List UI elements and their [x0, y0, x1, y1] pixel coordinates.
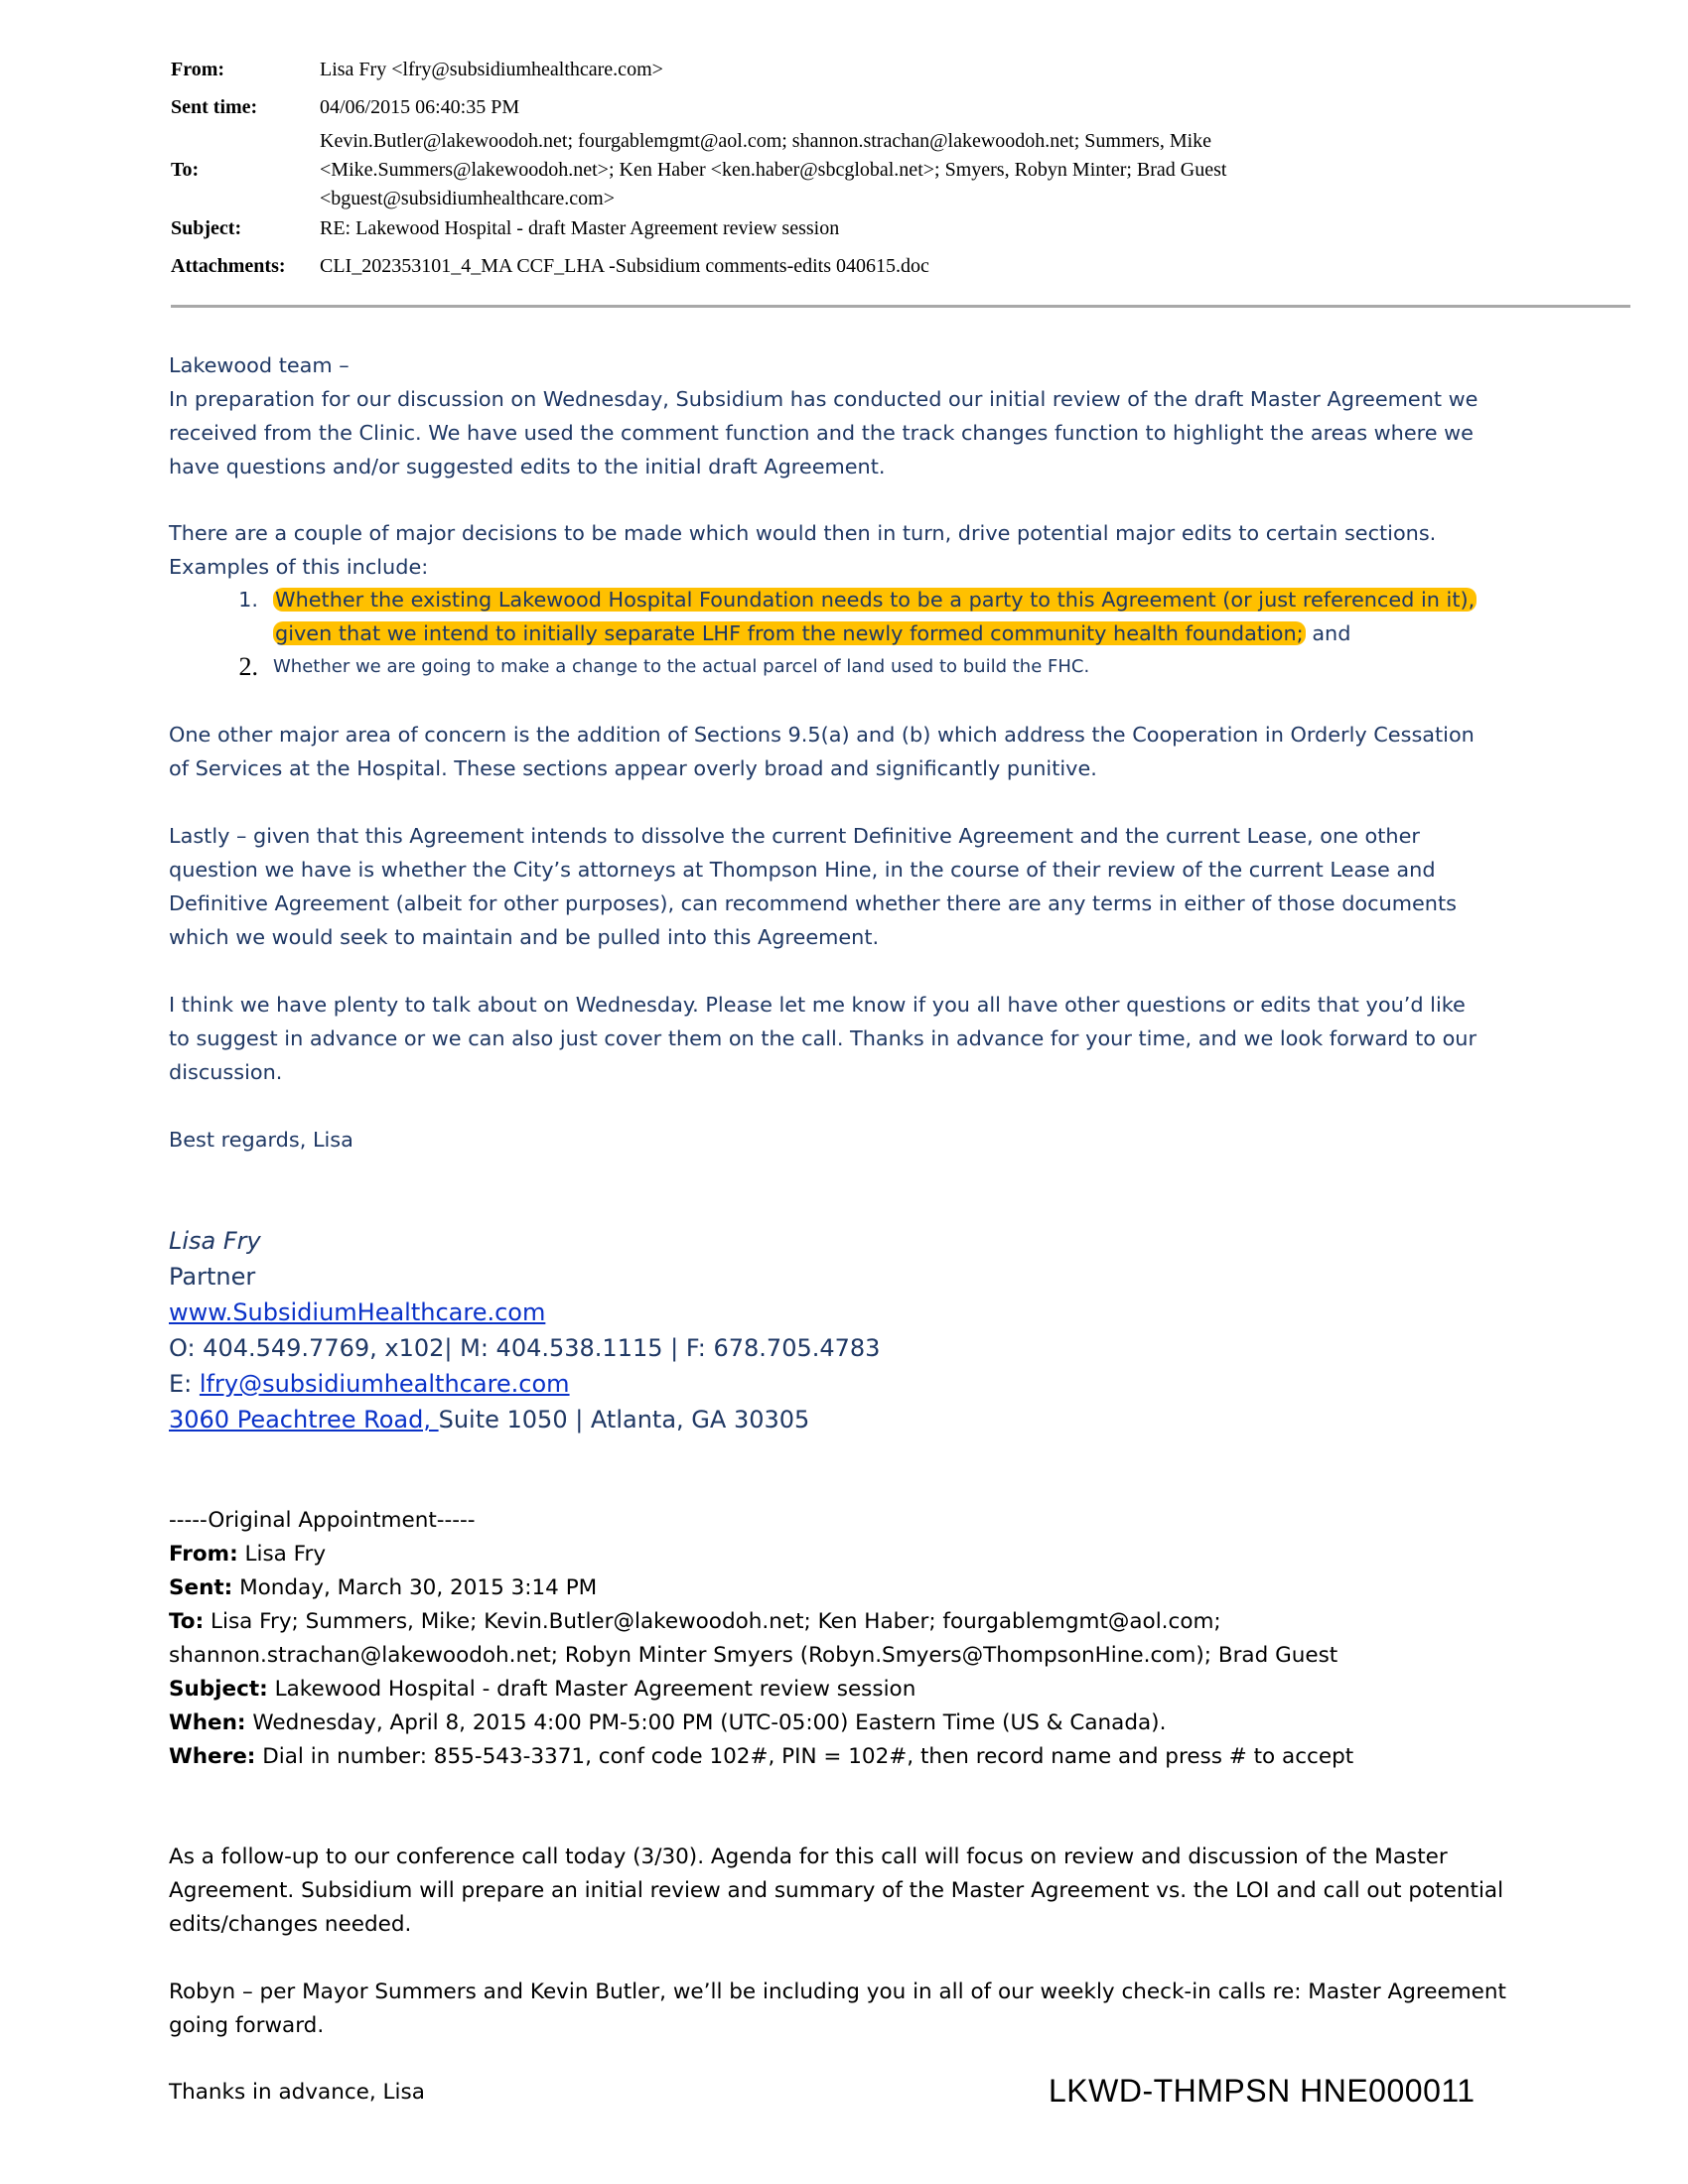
- original-from-row: [169, 1538, 1628, 1571]
- original-body-paragraph-1: [169, 1841, 1628, 1942]
- closing-paragraph: [169, 988, 1628, 1089]
- closing-line-2: to suggest in advance or we can also just cover them on the call. Thanks in advance for your time, and we look forward to our: [169, 1026, 1477, 1050]
- original-closing: Thanks in advance, Lisa: [169, 2080, 425, 2105]
- original-subject-value: Lakewood Hospital - draft Master Agreement review session: [267, 1677, 916, 1702]
- to-label: To:: [171, 159, 200, 181]
- lastly-line-1: Lastly – given that this Agreement intends to dissolve the current Definitive Agreement and the current Lease, one other: [169, 824, 1420, 848]
- from-label: From:: [171, 59, 225, 80]
- to-value: [320, 127, 1630, 214]
- list-item-tail: and: [1305, 621, 1351, 645]
- lastly-line-4: which we would seek to maintain and be pulled into this Agreement.: [169, 925, 880, 949]
- header-attachments-row: [171, 252, 1630, 286]
- intro-line-2: received from the Clinic. We have used the comment function and the track changes function to highlight the areas where we: [169, 421, 1474, 445]
- concern-line-1: One other major area of concern is the addition of Sections 9.5(a) and (b) which address the Cooperation in Orderly Cessation: [169, 723, 1475, 747]
- original-sent-label: Sent:: [169, 1575, 233, 1600]
- original-body-line: going forward.: [169, 2013, 325, 2038]
- original-subject-label: Subject:: [169, 1677, 268, 1702]
- email-signature: [169, 1223, 1062, 1437]
- email-header: [171, 56, 1630, 286]
- subject-label: Subject:: [171, 217, 242, 239]
- header-subject-row: [171, 214, 1630, 252]
- original-to-label: To:: [169, 1609, 205, 1634]
- original-to-value-1: Lisa Fry; Summers, Mike; Kevin.Butler@lakewoodoh.net; Ken Haber; fourgablemgmt@aol.com;: [204, 1609, 1221, 1634]
- original-from-label: From:: [169, 1542, 238, 1567]
- website-link[interactable]: www.SubsidiumHealthcare.com: [169, 1298, 546, 1326]
- lastly-line-2: question we have is whether the City’s attorneys at Thompson Hine, in the course of their review of the current Lease and: [169, 858, 1436, 882]
- attachment-filename: CLI_202353101_4_MA CCF_LHA -Subsidium comments-edits 040615.doc: [320, 255, 929, 277]
- attachments-label: Attachments:: [171, 255, 286, 277]
- sent-value: 04/06/2015 06:40:35 PM: [320, 96, 520, 118]
- closing-line-3: discussion.: [169, 1060, 283, 1084]
- header-sent-row: [171, 93, 1630, 127]
- signature-name: Lisa Fry: [169, 1227, 261, 1255]
- original-appointment-header: [169, 1504, 1628, 1774]
- header-to-row: [171, 127, 1630, 214]
- original-heading: -----Original Appointment-----: [169, 1508, 476, 1533]
- signature-address: [169, 1402, 1062, 1437]
- original-where-label: Where:: [169, 1744, 256, 1769]
- to-line-2: <Mike.Summers@lakewoodoh.net>; Ken Haber <ken.haber@sbcglobal.net>; Smyers, Robyn Minter; Brad Guest: [320, 159, 1227, 181]
- original-where-row: [169, 1740, 1628, 1774]
- original-sent-row: [169, 1571, 1628, 1605]
- signature-email-line: [169, 1366, 1062, 1402]
- intro-line-3: have questions and/or suggested edits to the initial draft Agreement.: [169, 455, 886, 478]
- header-from-row: [171, 56, 1630, 93]
- lastly-line-3: Definitive Agreement (albeit for other purposes), can recommend whether there are any terms in either of those documents: [169, 891, 1457, 915]
- intro-line-1: In preparation for our discussion on Wednesday, Subsidium has conducted our initial review of the draft Master Agreement we: [169, 387, 1478, 411]
- list-item-text: Whether we are going to make a change to the actual parcel of land used to build the FHC.: [273, 656, 1090, 677]
- decisions-list: [169, 583, 1628, 684]
- lastly-paragraph: [169, 819, 1628, 954]
- email-link[interactable]: lfry@subsidiumhealthcare.com: [199, 1370, 570, 1398]
- header-divider: [171, 305, 1630, 308]
- original-subject-row: [169, 1673, 1628, 1706]
- email-prefix: E:: [169, 1370, 200, 1398]
- original-body-paragraph-2: [169, 1976, 1628, 2043]
- original-from-value: Lisa Fry: [237, 1542, 327, 1567]
- address-link[interactable]: 3060 Peachtree Road,: [169, 1406, 439, 1433]
- address-rest: Suite 1050 | Atlanta, GA 30305: [438, 1406, 810, 1433]
- list-item-text: [273, 583, 1628, 650]
- original-when-row: [169, 1706, 1628, 1740]
- signature-title: Partner: [169, 1263, 256, 1291]
- decisions-paragraph: [169, 516, 1628, 584]
- list-number: 2.: [238, 652, 258, 681]
- sign-off: Best regards, Lisa: [169, 1128, 353, 1152]
- list-number: 1.: [238, 588, 258, 612]
- closing-line-1: I think we have plenty to talk about on Wednesday. Please let me know if you all have other questions or edits that you’d like: [169, 993, 1466, 1017]
- original-body-line: Robyn – per Mayor Summers and Kevin Butler, we’ll be including you in all of our weekly check-in calls re: Master Agreement: [169, 1979, 1506, 2004]
- from-value: Lisa Fry <lfry@subsidiumhealthcare.com>: [320, 59, 663, 80]
- original-when-value: Wednesday, April 8, 2015 4:00 PM-5:00 PM (UTC-05:00) Eastern Time (US & Canada).: [245, 1710, 1167, 1735]
- decisions-line-1: There are a couple of major decisions to be made which would then in turn, drive potential major edits to certain sections.: [169, 521, 1437, 545]
- original-sent-value: Monday, March 30, 2015 3:14 PM: [232, 1575, 598, 1600]
- signature-phones: O: 404.549.7769, x102| M: 404.538.1115 | F: 678.705.4783: [169, 1334, 881, 1362]
- original-body-line: edits/changes needed.: [169, 1912, 412, 1937]
- bates-number: LKWD-THMPSN HNE000011: [1049, 2073, 1476, 2109]
- list-item: [169, 650, 1628, 684]
- highlighted-text: given that we intend to initially separate LHF from the newly formed community health foundation;: [275, 621, 1304, 645]
- decisions-line-2: Examples of this include:: [169, 555, 429, 579]
- to-line-1: Kevin.Butler@lakewoodoh.net; fourgablemgmt@aol.com; shannon.strachan@lakewoodoh.net; Summers, Mike: [320, 130, 1212, 152]
- original-to-row: [169, 1605, 1628, 1639]
- greeting: Lakewood team –: [169, 353, 350, 377]
- to-line-3: <bguest@subsidiumhealthcare.com>: [320, 188, 616, 209]
- sent-label: Sent time:: [171, 96, 258, 118]
- original-where-value: Dial in number: 855-543-3371, conf code 102#, PIN = 102#, then record name and press # to accept: [255, 1744, 1354, 1769]
- concern-line-2: of Services at the Hospital. These sections appear overly broad and significantly punitive.: [169, 756, 1097, 780]
- original-to-row-continued: shannon.strachan@lakewoodoh.net; Robyn Minter Smyers (Robyn.Smyers@ThompsonHine.com); Brad Guest: [169, 1643, 1338, 1668]
- list-item: [169, 583, 1628, 650]
- subject-value: RE: Lakewood Hospital - draft Master Agreement review session: [320, 217, 840, 239]
- original-body-line: As a follow-up to our conference call today (3/30). Agenda for this call will focus on review and discussion of the Master: [169, 1844, 1448, 1869]
- concern-paragraph: [169, 718, 1628, 785]
- message-greeting-and-intro: [169, 348, 1628, 483]
- original-when-label: When:: [169, 1710, 246, 1735]
- highlighted-text: Whether the existing Lakewood Hospital Foundation needs to be a party to this Agreement (or just referenced in it),: [275, 588, 1476, 612]
- original-body-line: Agreement. Subsidium will prepare an initial review and summary of the Master Agreement vs. the LOI and call out potential: [169, 1878, 1504, 1903]
